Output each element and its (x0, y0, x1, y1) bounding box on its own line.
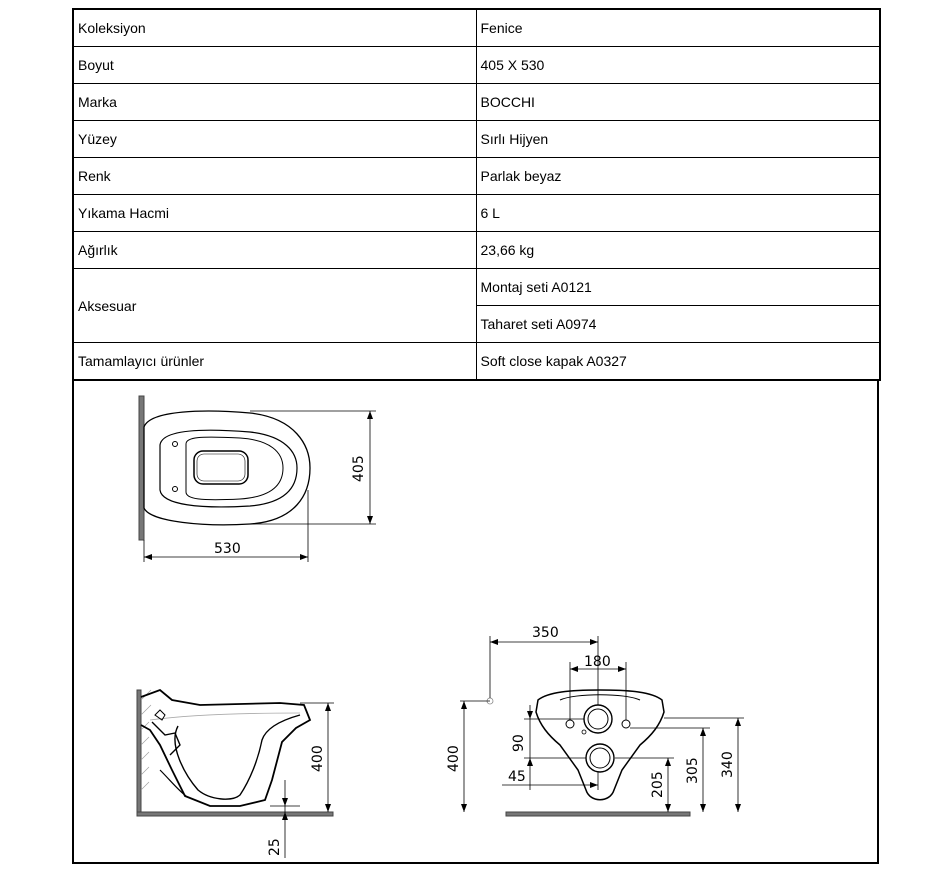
dim-label-90: 90 (511, 734, 527, 752)
spec-value: Soft close kapak A0327 (476, 343, 880, 381)
rear-view-top-ridge (560, 695, 640, 700)
top-view-wall (139, 396, 144, 540)
spec-value: Montaj seti A0121 (476, 269, 880, 306)
rear-view-mount-hole (566, 720, 574, 728)
top-view-bowl-outline (144, 411, 310, 525)
top-view-drawing (139, 396, 376, 562)
top-view-basin-inner (197, 454, 245, 481)
spec-value: 6 L (476, 195, 880, 232)
rear-view-body (536, 690, 664, 800)
dim-label-180: 180 (584, 654, 611, 670)
dim-label-340: 340 (720, 751, 736, 778)
rear-view-inlet-hole-inner (588, 709, 608, 729)
top-view-basin (194, 451, 248, 484)
spec-label: Tamamlayıcı ürünler (73, 343, 476, 381)
rear-view-outlet-hole-inner (590, 748, 610, 768)
spec-label: Boyut (73, 47, 476, 84)
side-view-water-line (150, 713, 300, 720)
rear-view-mount-hole (622, 720, 630, 728)
spec-value: 23,66 kg (476, 232, 880, 269)
top-view-mount-hole (173, 442, 178, 447)
side-view-wall (137, 690, 141, 816)
top-view-mount-hole (173, 487, 178, 492)
side-view-bowl-inner (175, 715, 300, 799)
spec-label: Yüzey (73, 121, 476, 158)
spec-value: Parlak beyaz (476, 158, 880, 195)
dim-label-305: 305 (685, 757, 701, 784)
spec-value: Taharet seti A0974 (476, 306, 880, 343)
dim-label-400-side: 400 (310, 745, 326, 772)
dim-label-45: 45 (508, 769, 526, 785)
spec-value: 405 X 530 (476, 47, 880, 84)
dim-label-25: 25 (267, 838, 283, 856)
top-view-inner-rim (186, 437, 283, 500)
spec-value: BOCCHI (476, 84, 880, 121)
spec-value: Fenice (476, 9, 880, 47)
side-view-drawing (137, 690, 334, 858)
spec-label: Aksesuar (73, 269, 476, 343)
spec-label: Marka (73, 84, 476, 121)
spec-label: Koleksiyon (73, 9, 476, 47)
dim-label-350: 350 (532, 625, 559, 641)
dim-label-400-rear: 400 (446, 745, 462, 772)
dim-arrows (590, 782, 598, 788)
spec-label: Renk (73, 158, 476, 195)
dim-label-530: 530 (214, 541, 241, 557)
rear-view-small-hole (582, 730, 586, 734)
spec-label: Ağırlık (73, 232, 476, 269)
spec-value: Sırlı Hijyen (476, 121, 880, 158)
side-view-floor (137, 812, 333, 816)
rear-view-floor (506, 812, 690, 816)
top-view-rim (160, 430, 297, 507)
dim-label-205: 205 (650, 771, 666, 798)
dim-label-405: 405 (351, 455, 367, 482)
side-view-hatch (141, 690, 151, 790)
spec-label: Yıkama Hacmi (73, 195, 476, 232)
